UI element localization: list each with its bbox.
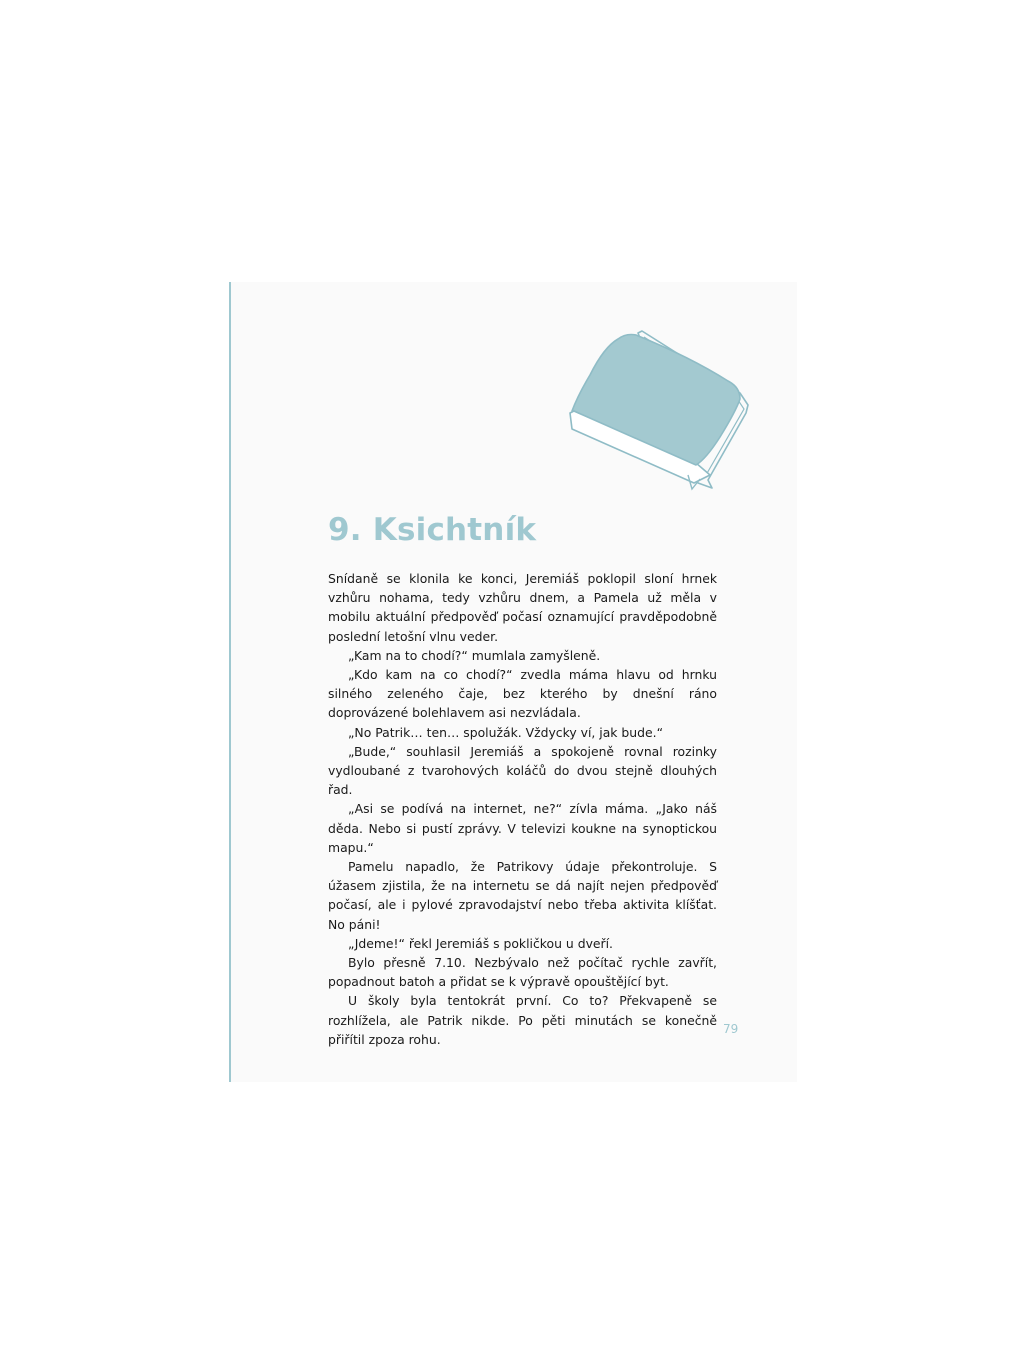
paragraph: „No Patrik… ten… spolužák. Vždycky ví, jak bude.“ [348,724,663,740]
paragraph: „Bude,“ souhlasil Jeremiáš a spokojeně rovnal rozinky vydloubané z tvarohových koláčů do dvou stejně dlouhých řad. [328,743,717,798]
paragraph: „Asi se podívá na internet, ne?“ zívla máma. „Jako náš děda. Nebo si pustí zprávy. V televizi koukne na synoptickou mapu.“ [328,801,717,855]
paragraph: „Kam na to chodí?“ mumlala zamyšleně. [348,647,601,663]
page-edge-line [229,282,231,1082]
chapter-body [328,569,717,1049]
paragraph: „Kdo kam na co chodí?“ zvedla máma hlavu od hrnku silného zeleného čaje, bez kterého by dnešní ráno doprovázené bolehlavem asi nezvládala. [328,667,717,721]
paragraph: Bylo přesně 7.10. Nezbývalo než počítač rychle zavřít, popadnout batoh a přidat se k výpravě opouštějící byt. [328,955,717,990]
paragraph: „Jdeme!“ řekl Jeremiáš s pokličkou u dveří. [348,935,613,951]
chapter-title: 9. Ksichtník [328,512,537,548]
paragraph: U školy byla tentokrát první. Co to? Překvapeně se rozhlížela, ale Patrik nikde. Po pěti minutách se konečně přiřítil zpoza rohu. [328,993,717,1047]
paragraph: Pamelu napadlo, že Patrikovy údaje překontroluje. S úžasem zjistila, že na internetu se dá najít nejen předpověď počasí, ale i pylové zpravodajství nebo třeba aktivita klíšťat. No páni! [328,859,717,932]
book-icon [560,325,755,495]
paragraph: Snídaně se klonila ke konci, Jeremiáš poklopil sloní hrnek vzhůru nohama, tedy vzhůru dnem, a Pamela už měla v mobilu aktuální předpověď počasí oznamující pravděpodobně poslední letošní vlnu veder. [328,571,717,644]
page-number: 79 [723,1022,739,1036]
